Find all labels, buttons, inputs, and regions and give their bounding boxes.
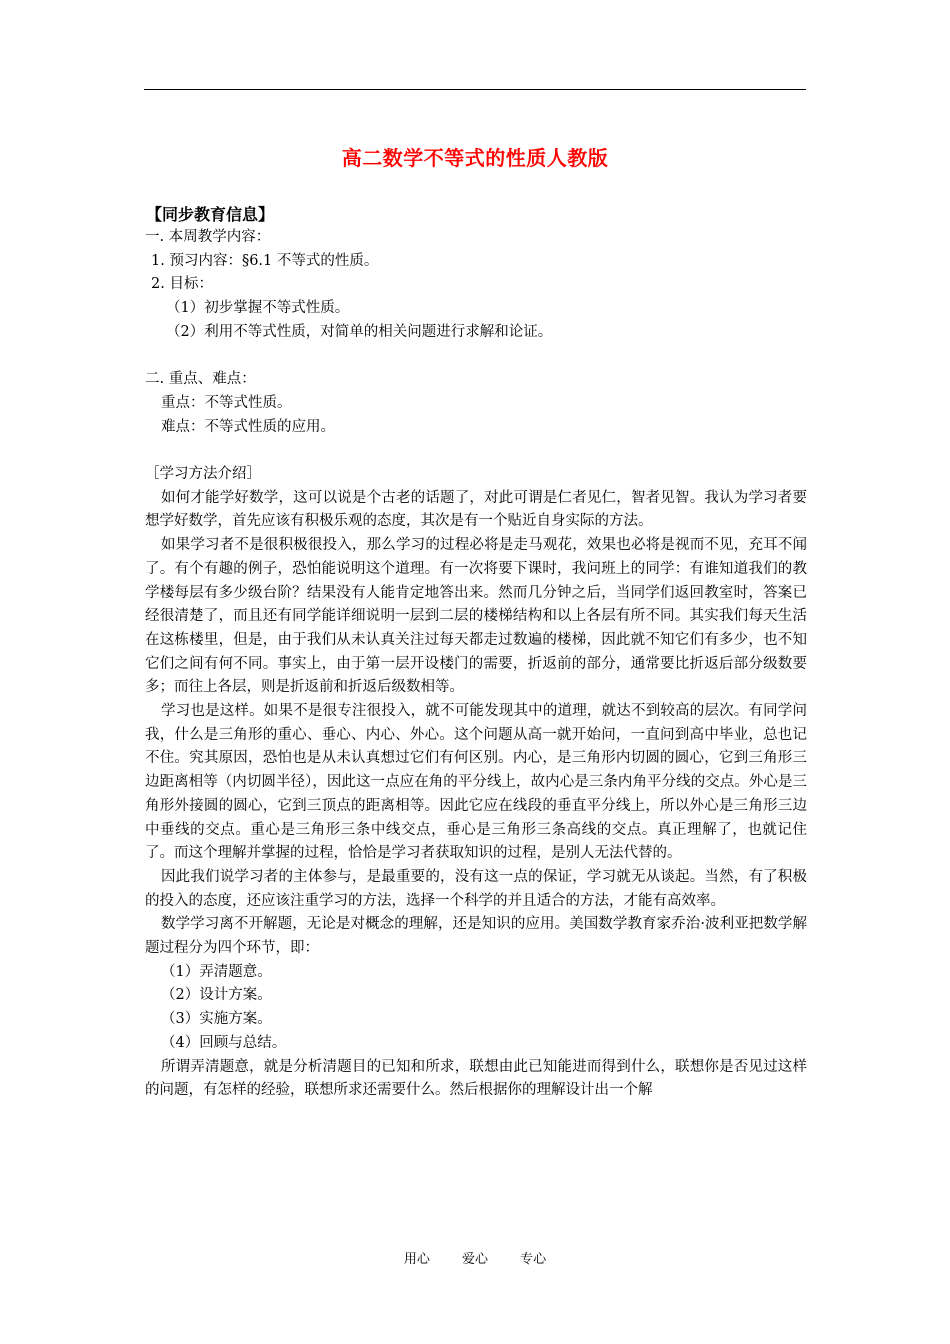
footer-word: 专心: [520, 1252, 547, 1267]
solving-step: （2）设计方案。: [161, 987, 272, 1004]
method-heading: ［学习方法介绍］: [145, 466, 261, 482]
page-footer: [0, 1248, 950, 1267]
method-paragraph: 因此我们说学习者的主体参与，是最重要的，没有这一点的保证，学习就无从谈起。当然，有了积极的投入的态度，还应该注重学习的方法，选择一个科学的并且适合的方法，才能有高效率。: [145, 868, 807, 909]
solving-step: （3）实施方案。: [161, 1011, 272, 1028]
method-paragraph: 学习也是这样。如果不是很专注很投入，就不可能发现其中的道理，就达不到较高的层次。有同学问我，什么是三角形的重心、垂心、内心、外心。这个问题从高一就开始问，一直问到高中毕业，总也记不住。究其原因，恐怕也是从未认真想过它们有何区别。内心，是三角形内切圆的圆心，它到三角形三边距离相等（内切圆半径），因此这一点应在角的平分线上，故内心是三条内角平分线的交点。外心是三角形外接圆的圆心，它到三顶点的距离相等。因此它应在线段的垂直平分线上，所以外心是三角形三边中垂线的交点。重心是三角形三条中线交点，垂心是三角形三条高线的交点。真正理解了，也就记住了。而这个理解并掌握的过程，恰恰是学习者获取知识的过程，是别人无法代替的。: [145, 703, 807, 862]
key-point: 重点：不等式性质。: [161, 394, 292, 411]
method-paragraph: 如果学习者不是很积极很投入，那么学习的过程必将是走马观花，效果也必将是视而不见，充耳不闻了。有个有趣的例子，恐怕能说明这个道理。有一次将要下课时，我问班上的同学：有谁知道我们的教学楼每层有多少级台阶？结果没有人能肯定地答出来。然而几分钟之后，当同学们返回教室时，答案已经很清楚了，而且还有同学能详细说明一层到二层的楼梯结构和以上各层有所不同。其实我们每天生活在这栋楼里，但是，由于我们从未认真关注过每天都走过数遍的楼梯，因此就不知它们有多少，也不知它们之间有何不同。事实上，由于第一层开设楼门的需要，折返前的部分，通常要比折返后部分级数要多；而往上各层，则是折返前和折返后级数相等。: [145, 537, 807, 696]
section-heading: 【同步教育信息】: [146, 205, 275, 224]
part1-item1: 1. 预习内容：§6.1 不等式的性质。: [151, 252, 379, 269]
closing-paragraph: 所谓弄清题意，就是分析清题目的已知和所求，联想由此已知能进而得到什么，联想你是否见过这样的问题，有怎样的经验，联想所求还需要什么。然后根据你的理解设计出一个解: [145, 1058, 807, 1099]
goal-1: （1）初步掌握不等式性质。: [166, 300, 350, 317]
footer-word: 用心: [403, 1252, 430, 1267]
header-rule: [144, 89, 806, 90]
solving-step: （4）回顾与总结。: [161, 1034, 287, 1051]
method-paragraph: 如何才能学好数学，这可以说是个古老的话题了，对此可谓是仁者见仁，智者见智。我认为学习者要想学好数学，首先应该有积极乐观的态度，其次是有一个贴近自身实际的方法。: [145, 489, 807, 530]
part1-heading: 一. 本周教学内容：: [145, 229, 271, 245]
goal-2: （2）利用不等式性质，对简单的相关问题进行求解和论证。: [166, 323, 553, 340]
part1-item2: 2. 目标：: [151, 276, 213, 293]
document-body: [145, 226, 807, 1103]
footer-word: 爱心: [461, 1252, 488, 1267]
method-paragraph: 数学学习离不开解题，无论是对概念的理解，还是知识的应用。美国数学教育家乔治·波利亚把数学解题过程分为四个环节，即：: [145, 916, 807, 957]
difficult-point: 难点：不等式性质的应用。: [161, 418, 335, 435]
part2-heading: 二. 重点、难点：: [145, 371, 256, 388]
document-title: 高二数学不等式的性质人教版: [341, 146, 609, 170]
solving-step: （1）弄清题意。: [161, 963, 272, 980]
